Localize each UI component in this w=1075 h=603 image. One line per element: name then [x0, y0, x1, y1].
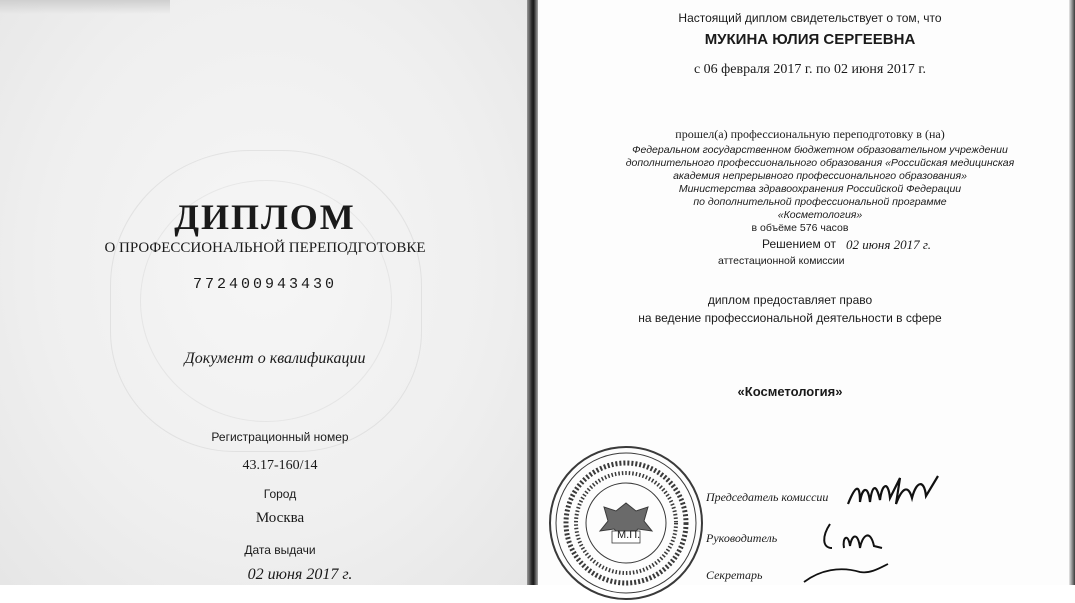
activity-text: на ведение профессиональной деятельности в сфере — [638, 311, 942, 325]
official-seal-icon — [546, 443, 706, 603]
intro-text: Настоящий диплом свидетельствует о том, что — [678, 11, 942, 25]
grants-right-text: диплом предоставляет право — [707, 293, 873, 307]
diploma-subtitle: О ПРОФЕССИОНАЛЬНОЙ ПЕРЕПОДГОТОВКЕ — [104, 240, 426, 256]
director-label: Руководитель — [706, 531, 778, 545]
program-hours: в объёме 576 часов — [751, 222, 849, 234]
specialty-name: «Косметология» — [737, 384, 843, 399]
holder-full-name: МУКИНА ЮЛИЯ СЕРГЕЕВНА — [704, 31, 916, 48]
registration-number-label: Регистрационный номер — [211, 430, 349, 444]
secretary-label: Секретарь — [706, 568, 763, 582]
training-period: с 06 февраля 2017 г. по 02 июня 2017 г. — [693, 62, 927, 77]
director-signature-icon — [818, 518, 893, 558]
decision-label: Решением от — [762, 237, 836, 251]
issue-date-label: Дата выдачи — [244, 543, 316, 557]
chair-signature-icon — [846, 474, 941, 514]
city-value: Москва — [255, 510, 305, 526]
scan-shadow — [0, 0, 170, 14]
city-label: Город — [263, 487, 297, 501]
program-name: «Косметология» — [777, 209, 863, 221]
secretary-signature-icon — [800, 562, 890, 585]
retraining-statement: прошел(а) профессиональную переподготовку в (на) — [675, 127, 945, 141]
decision-date: 02 июня 2017 г. — [846, 237, 932, 252]
diploma-title: ДИПЛОМ — [174, 197, 356, 237]
organization-line: Федеральном государственном бюджетном образовательном учреждении — [632, 144, 1008, 156]
diploma-number: 772400943430 — [192, 276, 338, 293]
commission-chair-label: Председатель комиссии — [706, 490, 829, 504]
scan-edge — [1069, 0, 1075, 585]
issue-date: 02 июня 2017 г. — [247, 566, 353, 583]
commission-label: аттестационной комиссии — [718, 255, 845, 267]
organization-line: академия непрерывного профессионального образования» — [673, 170, 967, 182]
qualification-document-label: Документ о квалификации — [184, 350, 366, 367]
organization-line: Министерства здравоохранения Российской Федерации — [678, 183, 962, 195]
stamp-mark: М.П. — [617, 529, 641, 541]
organization-line: по дополнительной профессиональной программе — [693, 196, 947, 208]
registration-number: 43.17-160/14 — [242, 458, 318, 473]
organization-line: дополнительного профессионального образования «Российская медицинская — [625, 157, 1015, 169]
